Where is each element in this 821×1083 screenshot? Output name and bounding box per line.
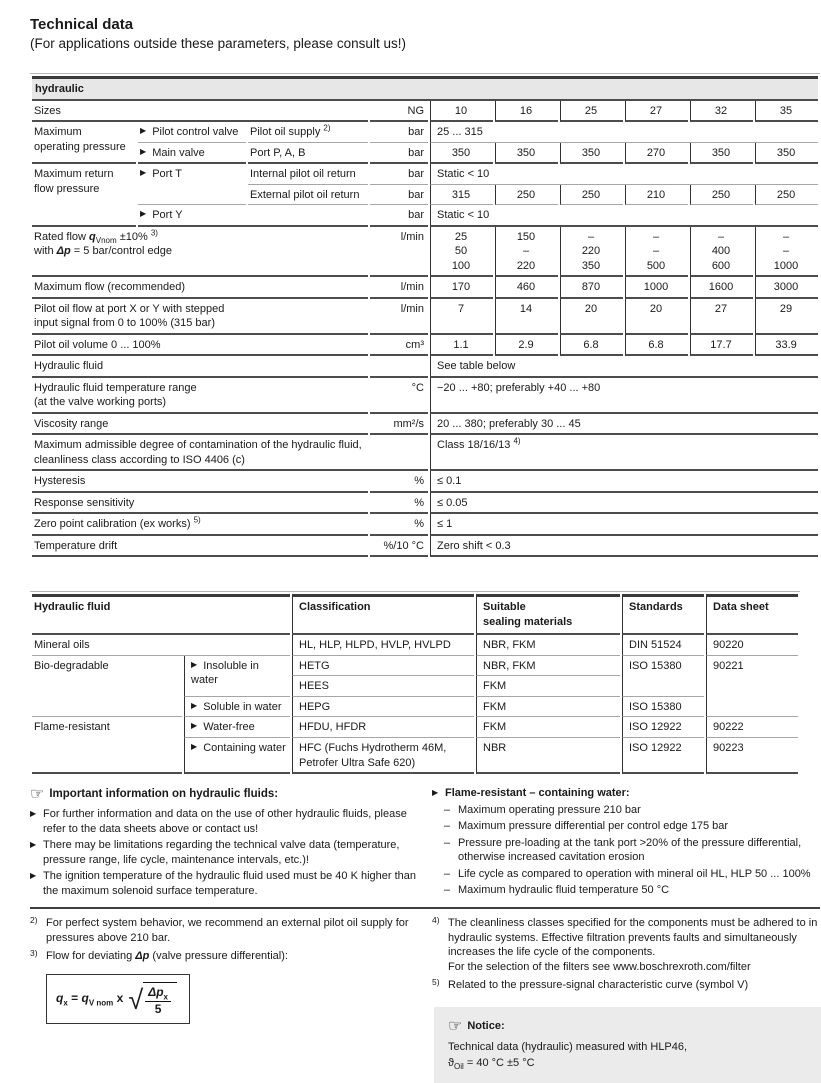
table-cell: bar — [370, 122, 428, 143]
notice-header — [448, 1016, 808, 1038]
table-cell: 90220 — [706, 635, 798, 656]
table-cell: Response sensitivity — [32, 493, 368, 515]
info-bullet-item-text: For further information and data on the use of other hydraulic fluids, please refer to the data sheets above or contact us! — [43, 808, 407, 835]
triangle-bullet-icon: ▶ — [30, 871, 37, 881]
table-cell: Sizes — [32, 101, 368, 123]
table-cell: 20 — [560, 299, 623, 335]
table-cell: ≤ 1 — [430, 514, 818, 536]
column-header: Suitable sealing materials — [476, 594, 620, 635]
triangle-bullet-icon: ▶ — [191, 659, 198, 669]
triangle-bullet-icon: ▶ — [140, 209, 147, 219]
flame-resistant-item — [432, 867, 820, 882]
table-cell: 150 – 220 — [495, 227, 558, 278]
table-cell: bar — [370, 205, 428, 227]
table-cell: 20 — [625, 299, 688, 335]
page-subtitle: (For applications outside these parameters, please consult us!) — [30, 36, 406, 51]
pointing-hand-icon: ☞ — [30, 786, 45, 804]
table-row — [32, 435, 818, 471]
footnote-item — [30, 949, 428, 964]
table-cell: – – 500 — [625, 227, 688, 278]
hydraulic-data-table — [30, 76, 820, 557]
dash-bullet-icon: – — [444, 820, 451, 833]
table-cell: 29 — [755, 299, 818, 335]
table-cell: % — [370, 493, 428, 515]
table-row — [32, 635, 798, 656]
table-cell: 2.9 — [495, 335, 558, 357]
table-cell: 3000 — [755, 277, 818, 299]
table-cell: 350 — [495, 143, 558, 165]
table-cell: External pilot oil return — [248, 185, 368, 206]
table-cell: %/10 °C — [370, 536, 428, 558]
table-row — [32, 514, 818, 536]
table-cell: HEPG — [292, 697, 474, 718]
table-cell: HETG — [292, 656, 474, 677]
dash-bullet-icon: – — [444, 803, 451, 816]
fluid-table-body — [32, 635, 798, 774]
table-row — [32, 335, 818, 357]
triangle-bullet-icon: ▶ — [191, 721, 198, 731]
flame-resistant-item-text: Life cycle as compared to operation with mineral oil HL, HLP 50 ... 100% — [458, 867, 811, 880]
table-cell: 90222 — [706, 717, 798, 738]
table-cell: NBR — [476, 738, 620, 774]
table-cell: 10 — [430, 101, 493, 123]
fluid-info-left — [30, 784, 428, 898]
fluid-info-title-text: Important information on hydraulic fluids: — [49, 788, 279, 801]
table-cell: 90223 — [706, 738, 798, 774]
footnote-marker: 4) — [432, 915, 440, 926]
footnote-marker: 5) — [432, 977, 440, 988]
table-cell: 250 — [755, 185, 818, 206]
table-cell: FKM — [476, 697, 620, 718]
table-cell: 27 — [625, 101, 688, 123]
table-cell: 14 — [495, 299, 558, 335]
table-cell: l/min — [370, 277, 428, 299]
flame-resistant-heading — [432, 786, 820, 801]
footnotes-section — [30, 916, 820, 1083]
table-cell: Temperature drift — [32, 536, 368, 558]
flame-resistant-item-text: Pressure pre-loading at the tank port >20% of the pressure differential, otherwise increased cavitation erosion — [458, 836, 802, 864]
table-cell: Class 18/16/13 $^{4)}$ — [430, 435, 818, 471]
footnotes-right-list — [432, 916, 820, 993]
table-cell: ▶ Soluble in water — [184, 697, 290, 718]
table-cell: 1000 — [625, 277, 688, 299]
table-cell: 16 — [495, 101, 558, 123]
fluid-info-section — [30, 784, 820, 898]
table-cell: – 400 600 — [690, 227, 753, 278]
footnote-item — [432, 978, 820, 993]
table-cell: Pilot oil flow at port X or Y with stepped input signal from 0 to 100% (315 bar) — [32, 299, 368, 335]
table-cell: % — [370, 514, 428, 536]
column-header: Hydraulic fluid — [32, 594, 290, 635]
table-cell: Internal pilot oil return — [248, 164, 368, 185]
table-row — [32, 143, 818, 165]
table-cell: 20 ... 380; preferably 30 ... 45 — [430, 414, 818, 436]
table-cell: Static < 10 — [430, 164, 818, 185]
table-cell: 17.7 — [690, 335, 753, 357]
table-cell: ▶ Insoluble in water — [184, 656, 290, 697]
table-cell: Zero point calibration (ex works) $^{5)}$ — [32, 514, 368, 536]
table-top-hairline — [30, 73, 820, 74]
hydraulic-table-body — [32, 76, 818, 557]
triangle-bullet-icon: ▶ — [140, 168, 147, 178]
table-cell: bar — [370, 143, 428, 165]
table-cell: Maximum admissible degree of contamination of the hydraulic fluid, cleanliness class according to ISO 4406 (c) — [32, 435, 428, 471]
table-row — [32, 656, 798, 677]
footnotes-right — [428, 916, 820, 1083]
info-bullet-item — [30, 838, 428, 867]
table2-top-hairline — [30, 591, 800, 592]
table-cell: Viscosity range — [32, 414, 368, 436]
section-title: hydraulic — [32, 76, 818, 101]
table-cell: 25 50 100 — [430, 227, 493, 278]
table-cell: 870 — [560, 277, 623, 299]
formula-rhs: $q_{V nom}$ x — [81, 991, 124, 1008]
flame-resistant-item-text: Maximum pressure differential per control edge 175 bar — [458, 820, 729, 833]
table-cell: FKM — [476, 717, 620, 738]
table-cell: – 220 350 — [560, 227, 623, 278]
table-cell: Maximum return flow pressure — [32, 164, 136, 227]
table-cell: ISO 12922 — [622, 717, 704, 738]
table-cell: NBR, FKM — [476, 635, 620, 656]
table-row — [32, 277, 818, 299]
formula-equals: = — [71, 991, 79, 1006]
flame-resistant-item-text: Maximum operating pressure 210 bar — [458, 803, 641, 816]
info-bullet-item-text: The ignition temperature of the hydraulic fluid used must be 40 K higher than the maximum solenoid surface temperature. — [43, 870, 417, 897]
table-row — [32, 717, 798, 738]
dash-bullet-icon: – — [444, 884, 451, 897]
table-cell: HFC (Fuchs Hydrotherm 46M, Petrofer Ultra Safe 620) — [292, 738, 474, 774]
column-header: Data sheet — [706, 594, 798, 635]
table-cell: Zero shift < 0.3 — [430, 536, 818, 558]
table-cell: 460 — [495, 277, 558, 299]
formula-denominator: 5 — [154, 1001, 162, 1016]
table-cell: Rated flow $q_{Vnom} \pm 10\%$ $^{3)}$ with Δp = 5 bar/control edge — [32, 227, 368, 278]
column-header: Classification — [292, 594, 474, 635]
table-cell: −20 ... +80; preferably +40 ... +80 — [430, 378, 818, 414]
table-row — [32, 493, 818, 515]
triangle-bullet-icon: ▶ — [140, 146, 147, 156]
table-row — [32, 471, 818, 493]
table-cell: DIN 51524 — [622, 635, 704, 656]
table-row — [32, 378, 818, 414]
table-cell: ▶ Pilot control valve — [138, 122, 246, 143]
triangle-bullet-icon: ▶ — [30, 840, 37, 850]
flame-resistant-item — [432, 819, 820, 834]
table-cell: °C — [370, 378, 428, 414]
table-cell: NG — [370, 101, 428, 123]
table-cell: 250 — [495, 185, 558, 206]
table-cell: – – 1000 — [755, 227, 818, 278]
table-row — [32, 414, 818, 436]
triangle-bullet-icon: ▶ — [191, 700, 198, 710]
hydraulic-fluid-table — [30, 594, 800, 774]
table-cell: 7 — [430, 299, 493, 335]
table-cell — [370, 356, 428, 378]
table-cell: 350 — [430, 143, 493, 165]
info-bullet-item-text: There may be limitations regarding the technical valve data (temperature, pressure range, life cycle, maintenance intervals, etc.)! — [43, 839, 400, 866]
footnotes-left-list — [30, 916, 428, 964]
info-bullet-item — [30, 807, 428, 836]
table-cell: 27 — [690, 299, 753, 335]
table-cell: 35 — [755, 101, 818, 123]
column-header: Standards — [622, 594, 704, 635]
flame-resistant-heading-text: Flame-resistant – containing water: — [445, 787, 630, 800]
table-cell: Static < 10 — [430, 205, 818, 227]
triangle-bullet-icon: ▶ — [30, 809, 37, 819]
table-cell: NBR, FKM — [476, 656, 620, 677]
page-title: Technical data — [30, 16, 134, 33]
table-row — [32, 101, 818, 123]
flame-resistant-item — [432, 883, 820, 898]
table-cell: 350 — [560, 143, 623, 165]
table-cell: Hydraulic fluid temperature range (at the valve working ports) — [32, 378, 368, 414]
table-cell: 6.8 — [560, 335, 623, 357]
table-cell: 210 — [625, 185, 688, 206]
table-cell: 6.8 — [625, 335, 688, 357]
table-cell: ▶ Water-free — [184, 717, 290, 738]
table-cell: mm²/s — [370, 414, 428, 436]
table-cell: Pilot oil supply $^{2)}$ — [248, 122, 368, 143]
table-cell: 350 — [690, 143, 753, 165]
table-cell: FKM — [476, 676, 620, 697]
flow-formula-box — [46, 974, 190, 1025]
table-cell: Hydraulic fluid — [32, 356, 368, 378]
table-row — [32, 205, 818, 227]
section-header-row — [32, 76, 818, 101]
triangle-bullet-icon: ▶ — [191, 741, 198, 751]
table-row — [32, 356, 818, 378]
footnote-text: Related to the pressure-signal characteristic curve (symbol V) — [448, 979, 749, 992]
table-cell: 32 — [690, 101, 753, 123]
table-cell: 1600 — [690, 277, 753, 299]
formula-lhs: $q_x$ — [56, 991, 68, 1008]
footnote-text: The cleanliness classes specified for the components must be adhered to in hydraulic systems. Effective filtration prevents faults and simultaneously increases the life cycle of the components. For the selection of the filters see www.boschrexroth.com/filter — [448, 917, 818, 973]
dash-bullet-icon: – — [444, 867, 451, 880]
flame-resistant-item — [432, 803, 820, 818]
table-cell: ≤ 0.1 — [430, 471, 818, 493]
footnote-item — [432, 916, 820, 974]
notice-box — [434, 1007, 821, 1083]
table-cell: l/min — [370, 227, 428, 278]
pointing-hand-icon: ☞ — [448, 1017, 463, 1035]
table-cell: Bio-degradable — [32, 656, 182, 718]
filter-url-link[interactable]: www.boschrexroth.com/filter — [613, 960, 751, 973]
table-cell: Port P, A, B — [248, 143, 368, 165]
table-row — [32, 122, 818, 143]
table-row — [32, 299, 818, 335]
sqrt-icon: √ — [128, 985, 144, 1016]
table-row — [32, 536, 818, 558]
table-cell: Hysteresis — [32, 471, 368, 493]
table-cell: 270 — [625, 143, 688, 165]
table-cell: 250 — [690, 185, 753, 206]
table-cell: % — [370, 471, 428, 493]
footnote-divider — [30, 907, 820, 909]
table-cell: HFDU, HFDR — [292, 717, 474, 738]
fluid-info-bullets — [30, 807, 428, 898]
footnote-item — [30, 916, 428, 945]
formula-numerator: $\Delta p_x$ — [145, 986, 171, 1002]
table-cell: Flame-resistant — [32, 717, 182, 774]
notice-line-1: Technical data (hydraulic) measured with HLP46, — [448, 1041, 688, 1054]
info-bullet-item — [30, 869, 428, 898]
fluid-info-title — [30, 784, 428, 805]
table-cell: 25 ... 315 — [430, 122, 818, 143]
table-cell: ▶ Port T — [138, 164, 246, 205]
table-cell: l/min — [370, 299, 428, 335]
table-cell: ▶ Port Y — [138, 205, 368, 227]
table-cell: 33.9 — [755, 335, 818, 357]
flame-resistant-item — [432, 836, 820, 865]
table-row — [32, 227, 818, 278]
table-cell: HL, HLP, HLPD, HVLP, HVLPD — [292, 635, 474, 656]
table-cell: cm³ — [370, 335, 428, 357]
dash-bullet-icon: – — [444, 836, 451, 849]
table-cell: ▶ Main valve — [138, 143, 246, 165]
table-cell: bar — [370, 185, 428, 206]
table-cell: 170 — [430, 277, 493, 299]
flame-resistant-items — [432, 803, 820, 898]
table-cell: 90221 — [706, 656, 798, 718]
table-cell: 1.1 — [430, 335, 493, 357]
table-cell: ISO 15380 — [622, 656, 704, 697]
footnotes-left — [30, 916, 428, 1083]
table-cell: Pilot oil volume 0 ... 100% — [32, 335, 368, 357]
table-cell: Mineral oils — [32, 635, 290, 656]
table-cell: See table below — [430, 356, 818, 378]
flame-resistant-item-text: Maximum hydraulic fluid temperature 50 °C — [458, 884, 670, 897]
table-row — [32, 594, 798, 635]
footnote-text: Flow for deviating Δp (valve pressure differential): — [46, 950, 288, 963]
notice-title: Notice: — [467, 1019, 505, 1032]
fluid-info-right — [428, 784, 820, 898]
table-row — [32, 164, 818, 185]
footnote-text: For perfect system behavior, we recommend an external pilot oil supply for pressures above 210 bar. — [46, 917, 409, 944]
table-cell: HEES — [292, 676, 474, 697]
table-cell: 25 — [560, 101, 623, 123]
table-cell: 250 — [560, 185, 623, 206]
table-cell: ≤ 0.05 — [430, 493, 818, 515]
notice-line-2: $ϑ_{Oil} = 40$ °C ±5 °C — [448, 1056, 535, 1071]
sqrt-radicand — [143, 982, 177, 1017]
triangle-bullet-icon: ▶ — [140, 126, 147, 136]
table-cell: ISO 15380 — [622, 697, 704, 718]
footnote-marker: 2) — [30, 915, 38, 926]
table-cell: bar — [370, 164, 428, 185]
fluid-table-head — [32, 594, 798, 635]
table-cell: ISO 12922 — [622, 738, 704, 774]
table-cell: Maximum operating pressure — [32, 122, 136, 164]
table-cell: 350 — [755, 143, 818, 165]
table-cell: Maximum flow (recommended) — [32, 277, 368, 299]
table-cell: 315 — [430, 185, 493, 206]
table-cell: ▶ Containing water — [184, 738, 290, 774]
triangle-bullet-icon: ▶ — [432, 788, 439, 798]
footnote-marker: 3) — [30, 948, 38, 959]
